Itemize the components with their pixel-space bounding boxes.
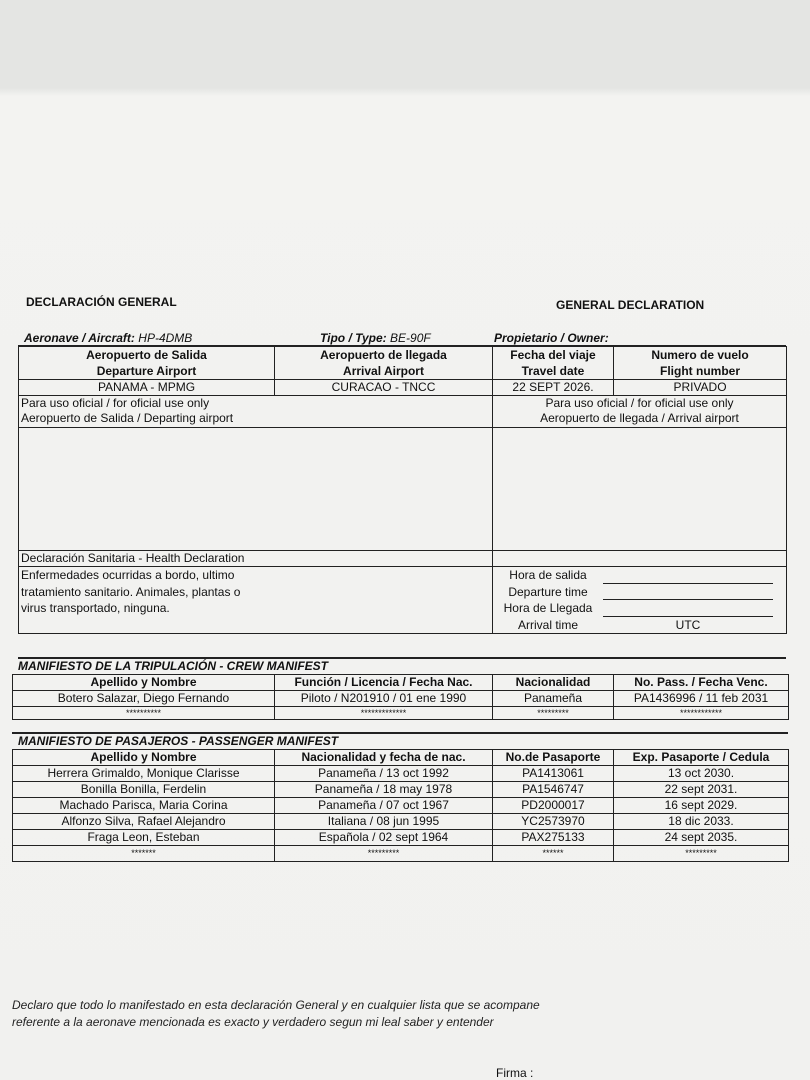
title-english: GENERAL DECLARATION <box>556 298 705 312</box>
signature-label: Firma : <box>496 1066 534 1080</box>
table-row <box>13 766 789 782</box>
crew-filler: ************* <box>275 707 493 720</box>
declaration-line-1: Declaro que todo lo manifestado en esta declaración General y en cualquier lista que se acompane <box>12 998 540 1012</box>
official-use-arrival: Para uso oficial / for oficial use only Aeropuerto de llegada / Arrival airport <box>493 396 787 428</box>
departure-airport-value: PANAMA - MPMG <box>19 380 275 396</box>
pax-filler: ********* <box>614 846 789 862</box>
travel-date-header: Fecha del viaje Travel date <box>493 347 614 380</box>
pax-name: Fraga Leon, Esteban <box>13 830 275 846</box>
aircraft-label: Aeronave / Aircraft: <box>24 331 135 345</box>
flight-number-value: PRIVADO <box>614 380 787 396</box>
declaration-line-2: referente a la aeronave mencionada es exacto y verdadero segun mi leal saber y entender <box>12 1015 494 1029</box>
arrival-time-en-label: Arrival time <box>517 617 578 632</box>
table-row <box>13 707 789 720</box>
crew-name: Botero Salazar, Diego Fernando <box>13 691 275 707</box>
health-declaration-title: Declaración Sanitaria - Health Declaration <box>19 551 493 567</box>
crew-nationality: Panameña <box>493 691 614 707</box>
aircraft-value: HP-4DMB <box>138 331 193 345</box>
table-row <box>13 830 789 846</box>
pax-expiry: 13 oct 2030. <box>614 766 789 782</box>
pax-filler: ****** <box>493 846 614 862</box>
pax-name: Herrera Grimaldo, Monique Clarisse <box>13 766 275 782</box>
pax-filler: ******* <box>13 846 275 862</box>
arrival-time-line <box>603 606 773 617</box>
pax-col-nationality: Nacionalidad y fecha de nac. <box>275 750 493 766</box>
crew-filler: ********** <box>13 707 275 720</box>
pax-passport: PAX275133 <box>493 830 614 846</box>
crew-manifest-title: MANIFIESTO DE LA TRIPULACIÓN - CREW MANIFEST <box>18 659 328 673</box>
departure-time-en-label: Departure time <box>508 584 588 599</box>
crew-col-passport: No. Pass. / Fecha Venc. <box>614 675 789 691</box>
aircraft-field <box>24 331 192 345</box>
departure-airport-header: Aeropuerto de Salida Departure Airport <box>19 347 275 380</box>
times-cell <box>493 567 787 634</box>
pax-expiry: 16 sept 2029. <box>614 798 789 814</box>
type-value: BE-90F <box>390 331 431 345</box>
pax-nationality: Española / 02 sept 1964 <box>275 830 493 846</box>
flight-number-header: Numero de vuelo Flight number <box>614 347 787 380</box>
departure-time-line-2 <box>603 589 773 600</box>
official-stamp-area-right <box>493 428 787 551</box>
pax-nationality: Panameña / 13 oct 1992 <box>275 766 493 782</box>
pax-expiry: 22 sept 2031. <box>614 782 789 798</box>
crew-function: Piloto / N201910 / 01 ene 1990 <box>275 691 493 707</box>
crew-col-function: Función / Licencia / Fecha Nac. <box>275 675 493 691</box>
pax-nationality: Italiana / 08 jun 1995 <box>275 814 493 830</box>
table-row <box>13 798 789 814</box>
crew-filler: ********* <box>493 707 614 720</box>
pax-name: Machado Parisca, Maria Corina <box>13 798 275 814</box>
passenger-manifest-table <box>12 749 789 862</box>
owner-label: Propietario / Owner: <box>494 331 609 345</box>
crew-manifest-table <box>12 674 789 720</box>
passenger-header-row <box>13 750 789 766</box>
crew-header-row <box>13 675 789 691</box>
table-row <box>13 846 789 862</box>
pax-passport: YC2573970 <box>493 814 614 830</box>
official-health-table <box>18 395 787 634</box>
travel-date-value: 22 SEPT 2026. <box>493 380 614 396</box>
arrival-airport-header: Aeropuerto de llegada Arrival Airport <box>275 347 493 380</box>
crew-passport: PA1436996 / 11 feb 2031 <box>614 691 789 707</box>
pax-expiry: 18 dic 2033. <box>614 814 789 830</box>
pax-name: Alfonzo Silva, Rafael Alejandro <box>13 814 275 830</box>
owner-field <box>494 331 609 345</box>
utc-label: UTC <box>675 617 701 632</box>
pax-nationality: Panameña / 18 may 1978 <box>275 782 493 798</box>
pax-passport: PA1413061 <box>493 766 614 782</box>
official-use-departing: Para uso oficial / for oficial use only Aeropuerto de Salida / Departing airport <box>19 396 493 428</box>
departure-time-es-label: Hora de salida <box>509 568 587 582</box>
pax-col-expiry: Exp. Pasaporte / Cedula <box>614 750 789 766</box>
table-row <box>13 814 789 830</box>
health-declaration-text: Enfermedades ocurridas a bordo, ultimo tratamiento sanitario. Animales, plantas o virus transportado, ninguna. <box>19 567 493 634</box>
arrival-time-es-label: Hora de Llegada <box>503 601 593 615</box>
type-field <box>320 331 431 345</box>
passenger-manifest-title: MANIFIESTO DE PASAJEROS - PASSENGER MANIFEST <box>18 734 339 748</box>
table-row <box>13 691 789 707</box>
title-spanish: DECLARACIÓN GENERAL <box>26 295 177 309</box>
table-row <box>13 782 789 798</box>
flight-info-table <box>18 346 787 396</box>
health-blank-right <box>493 551 787 567</box>
pax-passport: PA1546747 <box>493 782 614 798</box>
crew-filler: ************ <box>614 707 789 720</box>
type-label: Tipo / Type: <box>320 331 387 345</box>
pax-col-name: Apellido y Nombre <box>13 750 275 766</box>
pax-nationality: Panameña / 07 oct 1967 <box>275 798 493 814</box>
departure-time-line <box>603 573 773 584</box>
arrival-airport-value: CURACAO - TNCC <box>275 380 493 396</box>
official-stamp-area-left <box>19 428 493 551</box>
crew-col-name: Apellido y Nombre <box>13 675 275 691</box>
pax-col-passport: No.de Pasaporte <box>493 750 614 766</box>
pax-name: Bonilla Bonilla, Ferdelin <box>13 782 275 798</box>
pax-expiry: 24 sept 2035. <box>614 830 789 846</box>
pax-passport: PD2000017 <box>493 798 614 814</box>
pax-filler: ********* <box>275 846 493 862</box>
crew-col-nationality: Nacionalidad <box>493 675 614 691</box>
